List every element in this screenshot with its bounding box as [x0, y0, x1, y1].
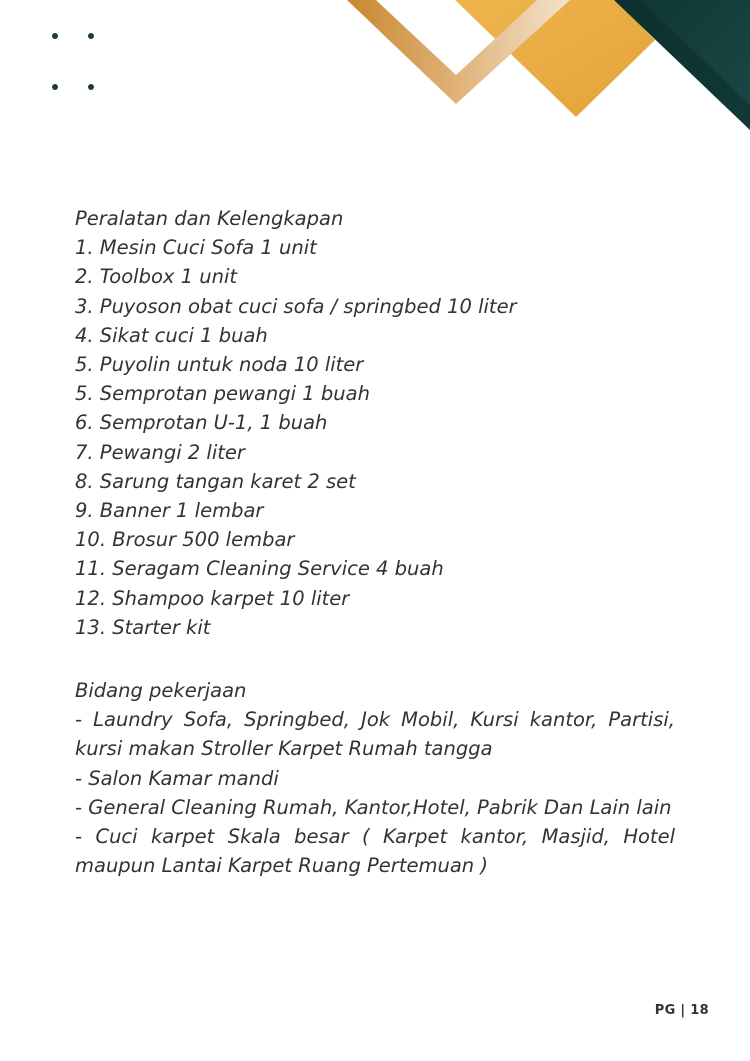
work-item: - Laundry Sofa, Springbed, Jok Mobil, Kursi kantor, Partisi, kursi makan Stroller Karpet Rumah tangga	[75, 708, 675, 761]
equipment-item: 10. Brosur 500 lembar	[75, 528, 295, 552]
equipment-item: 6. Semprotan U-1, 1 buah	[75, 411, 328, 435]
equipment-item: 7. Pewangi 2 liter	[75, 440, 245, 464]
work-item: - Salon Kamar mandi	[75, 766, 279, 790]
equipment-item: 8. Sarung tangan karet 2 set	[75, 469, 356, 493]
work-heading: Bidang pekerjaan	[75, 679, 247, 703]
page-content	[75, 204, 675, 880]
equipment-item: 1. Mesin Cuci Sofa 1 unit	[75, 236, 317, 260]
work-item: - Cuci karpet Skala besar ( Karpet kantor, Masjid, Hotel maupun Lantai Karpet Ruang Pertemuan )	[75, 825, 675, 878]
equipment-item: 13. Starter kit	[75, 615, 211, 639]
equipment-item: 5. Puyolin untuk noda 10 liter	[75, 353, 364, 377]
page-number: PG | 18	[654, 1003, 709, 1018]
equipment-item: 3. Puyoson obat cuci sofa / springbed 10 liter	[75, 294, 517, 318]
section-spacer	[75, 642, 675, 676]
equipment-item: 12. Shampoo karpet 10 liter	[75, 586, 350, 610]
equipment-heading: Peralatan dan Kelengkapan	[75, 207, 344, 230]
dot	[52, 33, 58, 39]
dot	[52, 84, 58, 90]
header-decoration	[0, 0, 750, 150]
equipment-item: 11. Seragam Cleaning Service 4 buah	[75, 557, 444, 581]
work-item: - General Cleaning Rumah, Kantor,Hotel, Pabrik Dan Lain lain	[75, 795, 672, 819]
dot	[88, 84, 94, 90]
equipment-item: 2. Toolbox 1 unit	[75, 265, 238, 289]
equipment-item: 9. Banner 1 lembar	[75, 499, 264, 523]
dot	[88, 33, 94, 39]
equipment-item: 5. Semprotan pewangi 1 buah	[75, 382, 370, 406]
equipment-item: 4. Sikat cuci 1 buah	[75, 323, 268, 347]
